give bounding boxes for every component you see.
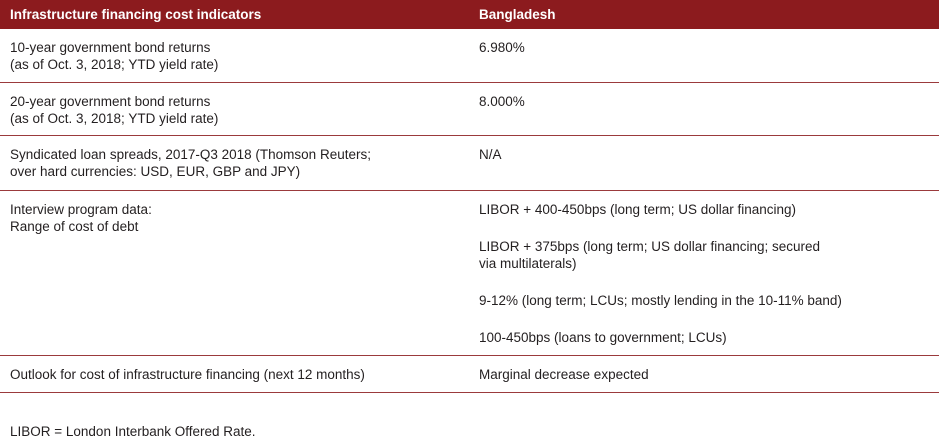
value-line: 6.980% — [479, 40, 525, 55]
value-entry — [479, 146, 919, 163]
row-label-line: Interview program data: — [10, 202, 152, 217]
table-row — [0, 29, 939, 83]
value-entry — [479, 201, 919, 218]
header-indicators: Infrastructure financing cost indicators — [10, 7, 262, 22]
row-value — [479, 146, 919, 163]
table-row — [0, 83, 939, 136]
row-label-line: (as of Oct. 3, 2018; YTD yield rate) — [10, 57, 219, 72]
row-label — [10, 93, 450, 127]
row-label — [10, 201, 450, 235]
row-label-line: over hard currencies: USD, EUR, GBP and JPY) — [10, 164, 301, 179]
table-row — [0, 356, 939, 393]
value-line: 9-12% (long term; LCUs; mostly lending in the 10-11% band) — [479, 293, 842, 308]
row-label-line: Syndicated loan spreads, 2017-Q3 2018 (Thomson Reuters; — [10, 147, 371, 162]
table-row — [0, 191, 939, 356]
row-label — [10, 366, 450, 383]
value-line: LIBOR + 375bps (long term; US dollar financing; secured — [479, 239, 821, 254]
value-line: 100-450bps (loans to government; LCUs) — [479, 330, 727, 345]
row-value — [479, 366, 919, 383]
value-entry — [479, 39, 919, 56]
header-country: Bangladesh — [479, 7, 556, 22]
row-label-line: 10-year government bond returns — [10, 40, 211, 55]
table-header — [0, 0, 939, 29]
value-line: N/A — [479, 147, 502, 162]
value-line: Marginal decrease expected — [479, 367, 649, 382]
row-label-line: 20-year government bond returns — [10, 94, 211, 109]
row-value — [479, 93, 919, 110]
value-entry — [479, 238, 919, 272]
row-label-line: (as of Oct. 3, 2018; YTD yield rate) — [10, 111, 219, 126]
row-value — [479, 201, 919, 346]
row-value — [479, 39, 919, 56]
value-entry — [479, 329, 919, 346]
row-label-line: Outlook for cost of infrastructure financing (next 12 months) — [10, 367, 365, 382]
value-line: LIBOR + 400-450bps (long term; US dollar financing) — [479, 202, 797, 217]
table-row — [0, 136, 939, 191]
value-entry — [479, 292, 919, 309]
footnote: LIBOR = London Interbank Offered Rate. — [10, 424, 256, 439]
row-label — [10, 39, 450, 73]
value-entry — [479, 366, 919, 383]
row-label — [10, 146, 450, 180]
value-entry — [479, 93, 919, 110]
value-line: 8.000% — [479, 94, 525, 109]
value-line: via multilaterals) — [479, 256, 577, 271]
row-label-line: Range of cost of debt — [10, 219, 139, 234]
